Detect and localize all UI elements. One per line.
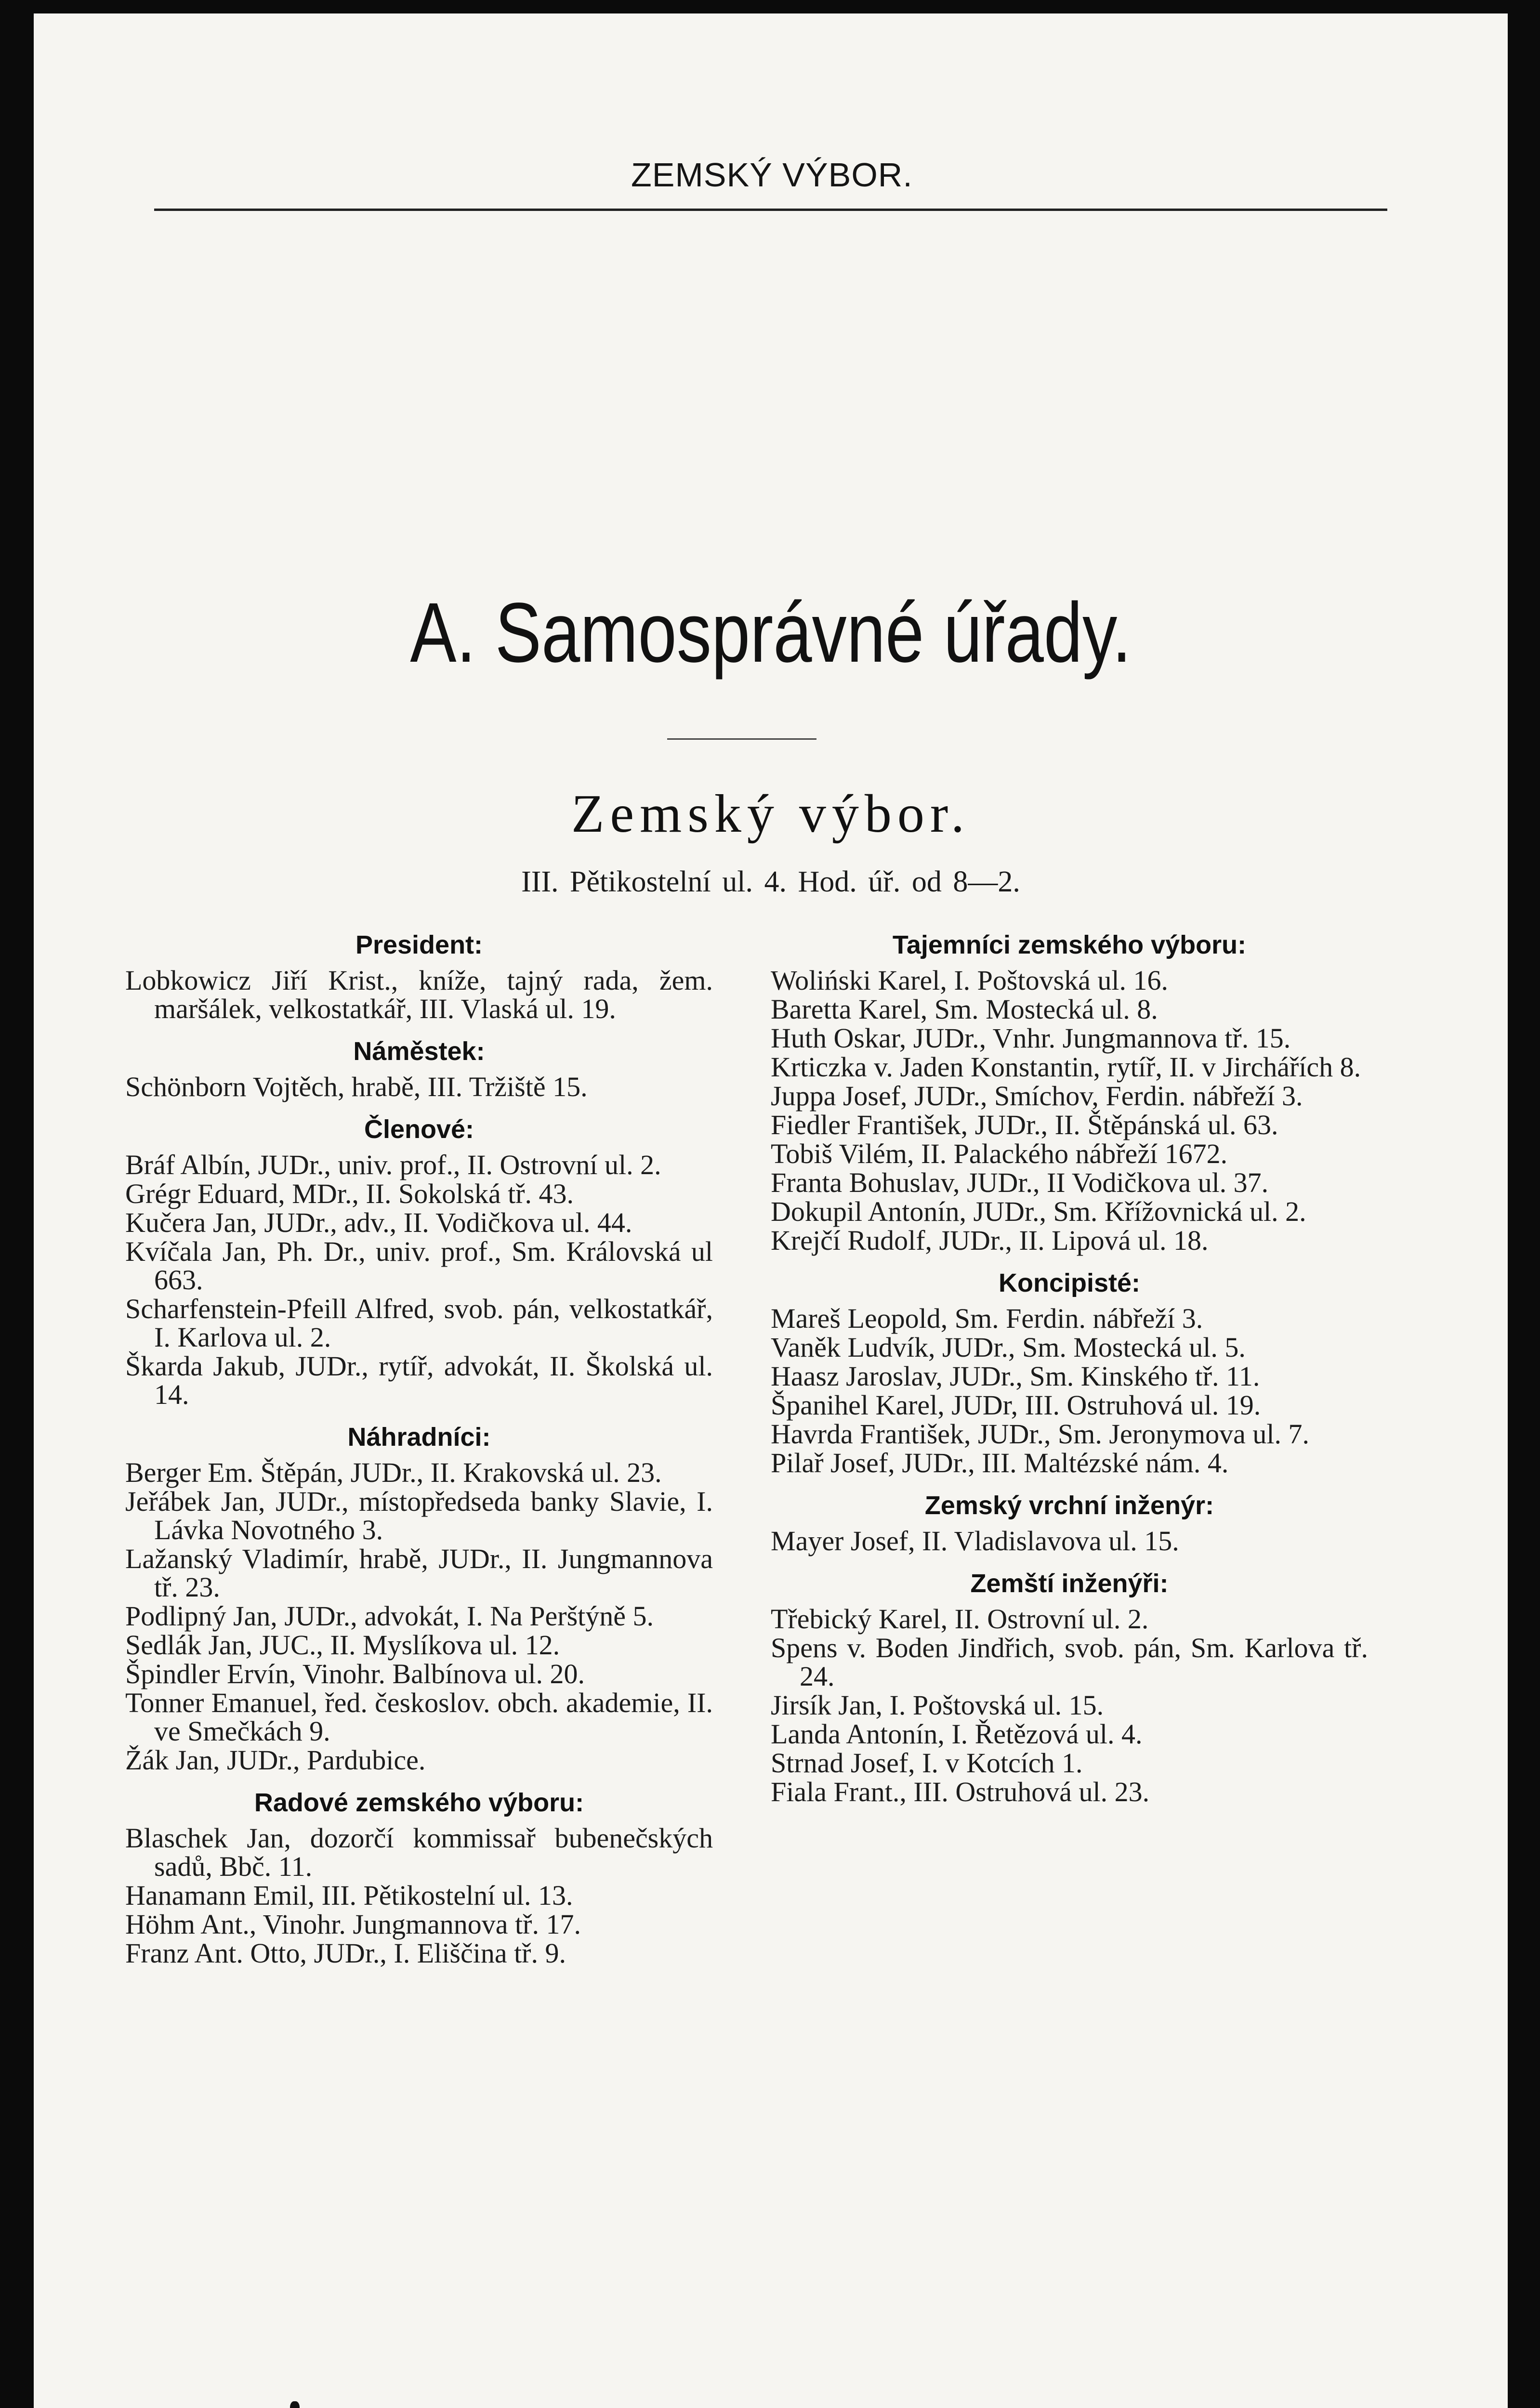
list-entry: Třebický Karel, II. Ostrovní ul. 2.: [771, 1603, 1149, 1635]
list-entry: Fiedler František, JUDr., II. Štěpánská ul. 63.: [771, 1109, 1278, 1140]
list-entry: Strnad Josef, I. v Kotcích 1.: [771, 1747, 1083, 1779]
list-entry: Krejčí Rudolf, JUDr., II. Lipová ul. 18.: [771, 1225, 1209, 1256]
running-header: ZEMSKÝ VÝBOR.: [631, 156, 913, 194]
list-entry: Scharfenstein-Pfeill Alfred, svob. pán, velkostatkář, I. Karlova ul. 2.: [125, 1293, 713, 1353]
office-address: III. Pětikostelní ul. 4. Hod. úř. od 8—2.: [521, 865, 1020, 898]
list-entry: Lažanský Vladimír, hrabě, JUDr., II. Jungmannova tř. 23.: [125, 1543, 713, 1603]
list-entry: Špindler Ervín, Vinohr. Balbínova ul. 20.: [125, 1658, 585, 1689]
list-entry: Baretta Karel, Sm. Mostecká ul. 8.: [771, 994, 1158, 1025]
list-entry: Franz Ant. Otto, JUDr., I. Eliščina tř. 9.: [125, 1937, 566, 1969]
list-entry: Havrda František, JUDr., Sm. Jeronymova ul. 7.: [771, 1418, 1309, 1450]
list-entry: Žák Jan, JUDr., Pardubice.: [125, 1744, 426, 1776]
list-entry: Landa Antonín, I. Řetězová ul. 4.: [771, 1718, 1143, 1750]
list-entry: Franta Bohuslav, JUDr., II Vodičkova ul. 37.: [771, 1167, 1269, 1198]
list-entry: Vaněk Ludvík, JUDr., Sm. Mostecká ul. 5.: [771, 1332, 1246, 1363]
list-entry: Dokupil Antonín, JUDr., Sm. Křížovnická ul. 2.: [771, 1196, 1306, 1227]
list-entry: Sedlák Jan, JUC., II. Myslíkova ul. 12.: [125, 1629, 560, 1661]
list-entry: Tonner Emanuel, řed. českoslov. obch. akademie, II. ve Smečkách 9.: [125, 1687, 713, 1747]
list-entry: Pilař Josef, JUDr., III. Maltézské nám. 4.: [771, 1447, 1229, 1479]
list-entry: Lobkowicz Jiří Krist., kníže, tajný rada, žem. maršálek, velkostatkář, III. Vlaská ul. 19.: [125, 965, 713, 1024]
list-entry: Mayer Josef, II. Vladislavova ul. 15.: [771, 1525, 1179, 1557]
header-rule: [154, 209, 1387, 211]
list-entry: Kučera Jan, JUDr., adv., II. Vodičkova ul. 44.: [125, 1207, 632, 1238]
ink-mark: [290, 2401, 300, 2408]
section-title: A. Samosprávné úřady.: [410, 586, 1132, 680]
list-entry: Grégr Eduard, MDr., II. Sokolská tř. 43.: [125, 1178, 574, 1209]
list-entry: Škarda Jakub, JUDr., rytíř, advokát, II. Školská ul. 14.: [125, 1350, 713, 1410]
document-page: [34, 13, 1508, 2408]
list-entry: Blaschek Jan, dozorčí kommissař bubenečských sadů, Bbč. 11.: [125, 1822, 713, 1882]
list-entry: Spens v. Boden Jindřich, svob. pán, Sm. Karlova tř. 24.: [771, 1632, 1368, 1692]
list-entry: Podlipný Jan, JUDr., advokát, I. Na Perštýně 5.: [125, 1600, 654, 1632]
list-entry: Woliński Karel, I. Poštovská ul. 16.: [771, 965, 1168, 996]
list-entry: Haasz Jaroslav, JUDr., Sm. Kinského tř. 11.: [771, 1361, 1260, 1392]
list-entry: Hanamann Emil, III. Pětikostelní ul. 13.: [125, 1880, 573, 1911]
list-entry: Schönborn Vojtěch, hrabě, III. Tržiště 15.: [125, 1071, 588, 1102]
list-entry: Berger Em. Štěpán, JUDr., II. Krakovská ul. 23.: [125, 1457, 662, 1488]
list-entry: Jeřábek Jan, JUDr., místopředseda banky Slavie, I. Lávka Novotného 3.: [125, 1486, 713, 1545]
list-entry: Tobiš Vilém, II. Palackého nábřeží 1672.: [771, 1138, 1228, 1169]
list-entry: Krticzka v. Jaden Konstantin, rytíř, II. v Jirchářích 8.: [771, 1051, 1361, 1083]
list-entry: Jirsík Jan, I. Poštovská ul. 15.: [771, 1689, 1104, 1721]
heading-namestek: Náměstek:: [353, 1037, 485, 1066]
list-entry: Huth Oskar, JUDr., Vnhr. Jungmannova tř. 15.: [771, 1022, 1291, 1054]
heading-zemsky-vrchni-inzenyr: Zemský vrchní inženýr:: [924, 1491, 1214, 1520]
list-entry: Španihel Karel, JUDr, III. Ostruhová ul. 19.: [771, 1389, 1261, 1421]
heading-nahradnici: Náhradníci:: [347, 1423, 491, 1452]
heading-koncipiste: Koncipisté:: [998, 1269, 1141, 1297]
heading-president: President:: [355, 930, 483, 959]
list-entry: Juppa Josef, JUDr., Smíchov, Ferdin. nábřeží 3.: [771, 1080, 1303, 1112]
list-entry: Fiala Frant., III. Ostruhová ul. 23.: [771, 1776, 1150, 1807]
heading-zemsti-inzenyri: Zemští inženýři:: [970, 1569, 1169, 1598]
office-title: Zemský výbor.: [571, 784, 970, 844]
list-entry: Höhm Ant., Vinohr. Jungmannova tř. 17.: [125, 1909, 581, 1940]
list-entry: Mareš Leopold, Sm. Ferdin. nábřeží 3.: [771, 1303, 1203, 1334]
heading-tajemnici-zemskeho-vyboru: Tajemníci zemského výboru:: [892, 930, 1247, 959]
left-column: [125, 931, 713, 1968]
list-entry: Bráf Albín, JUDr., univ. prof., II. Ostrovní ul. 2.: [125, 1149, 661, 1180]
right-column: [771, 931, 1368, 1806]
heading-clenove: Členové:: [364, 1115, 474, 1144]
list-entry: Kvíčala Jan, Ph. Dr., univ. prof., Sm. Královská ul 663.: [125, 1236, 713, 1296]
section-divider: [667, 738, 816, 740]
heading-radove-zemskeho-vyboru: Radové zemského výboru:: [254, 1788, 584, 1817]
